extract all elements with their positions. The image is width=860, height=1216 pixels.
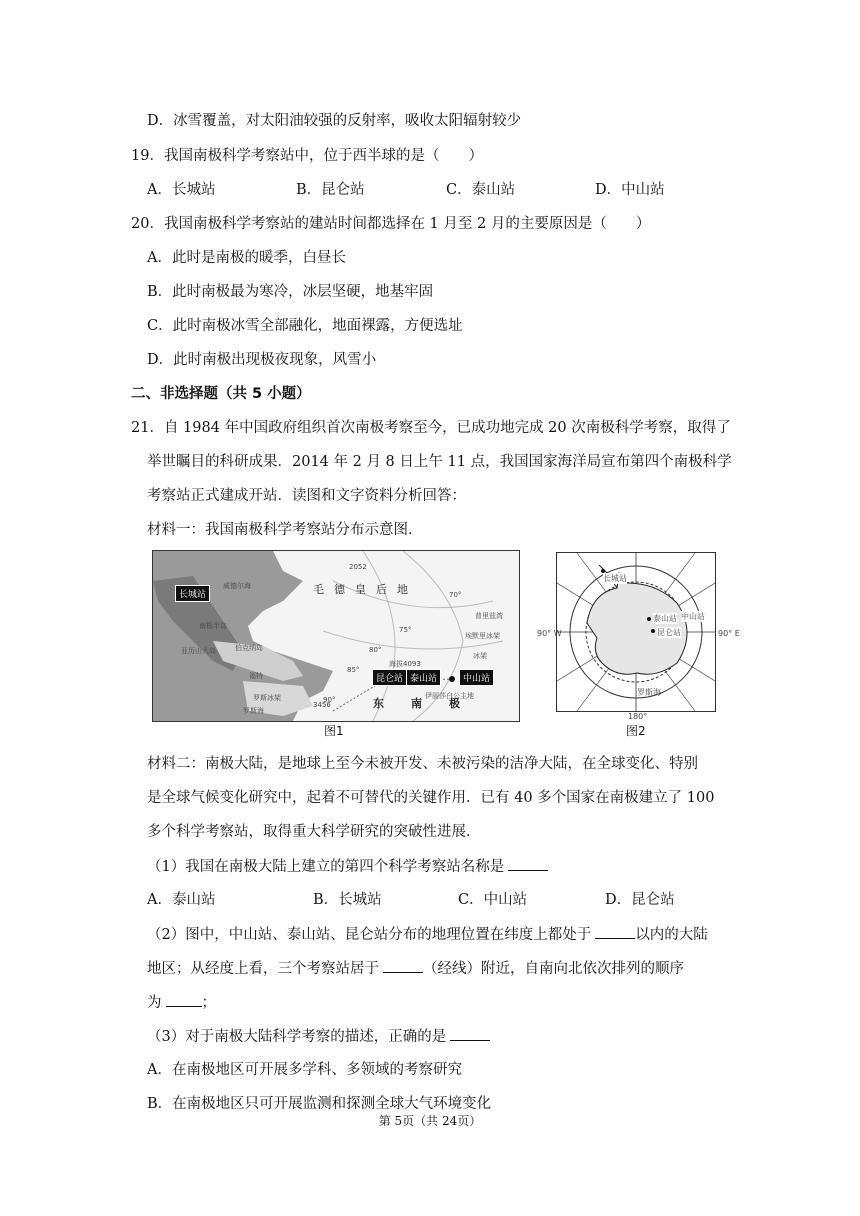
fig1-label-ross-sea: 罗斯海 xyxy=(243,707,264,715)
zhongshan-marker xyxy=(449,676,455,682)
fig1-lat-90: 90° xyxy=(323,696,336,704)
q21-sub2-text-d: （经线）附近，自南向北依次排列的顺序 xyxy=(423,961,684,977)
fig1-label-weddell: 威德尔海 xyxy=(223,582,251,590)
fig1-label-amery: 埃默里冰架 xyxy=(465,632,500,640)
q21-sub1 xyxy=(147,856,548,877)
fig2-label-180: 180° xyxy=(628,712,648,721)
q20-option-a: A．此时是南极的暖季，白昼长 xyxy=(147,250,346,266)
q20-option-d: D．此时南极出现极夜现象，风雪小 xyxy=(147,352,377,368)
question-20: 20．我国南极科学考察站的建站时间都选择在 1 月至 2 月的主要原因是（ ） xyxy=(131,216,651,232)
q21-sub1-option-b: B．长城站 xyxy=(313,892,382,908)
q21-sub2-text-b: 以内的大陆 xyxy=(635,927,708,943)
q21-sub3-option-a: A．在南极地区可开展多学科、多领域的考察研究 xyxy=(147,1062,462,1078)
fig1-label-maudland: 毛德皇后地 xyxy=(313,583,418,596)
fig2-label-90w: 90° W xyxy=(537,629,562,638)
material-2-line1: 材料二：南极大陆，是地球上至今未被开发、未被污染的洁净大陆，在全球变化、特别 xyxy=(147,756,698,772)
fig1-label-dong: 东 xyxy=(373,697,384,710)
fig1-tag-kunlun: 昆仑站 xyxy=(372,669,407,686)
south-polar-projection xyxy=(557,553,715,711)
q21-sub2-blank-3[interactable] xyxy=(166,992,202,1007)
q19-option-d: D．中山站 xyxy=(595,182,665,198)
figure-2-caption: 图2 xyxy=(626,724,646,738)
q21-sub3-blank[interactable] xyxy=(450,1026,490,1041)
fig2-label-90e: 90° E xyxy=(718,629,740,638)
fig2-label-ross: 罗斯海 xyxy=(637,688,661,697)
fig1-label-prydz: 普里兹湾 xyxy=(475,612,503,620)
fig2-tag-kunlun: 昆仑站 xyxy=(657,628,681,637)
question-19: 19．我国南极科学考察站中，位于西半球的是（ ） xyxy=(131,148,483,164)
fig1-label-iceshelf: 冰架 xyxy=(473,652,487,660)
question-21-line1: 21．自 1984 年中国政府组织首次南极考察至今，已成功地完成 20 次南极科学考察，取得了 xyxy=(131,420,731,436)
fig1-lat-80: 80° xyxy=(369,646,382,654)
figure-1-map xyxy=(152,550,520,722)
q21-sub2-blank-2[interactable] xyxy=(383,958,423,973)
section-heading: 二、非选择题（共 5 小题） xyxy=(131,386,311,402)
material-1: 材料一：我国南极科学考察站分布示意图． xyxy=(147,522,423,538)
q20-option-c: C．此时南极冰雪全部融化，地面裸露，方便选址 xyxy=(147,318,463,334)
q21-sub1-option-d: D．昆仑站 xyxy=(605,892,675,908)
fig1-label-ross-ice: 罗斯冰架 xyxy=(253,694,281,702)
q20-option-b: B．此时南极最为寒冷，冰层坚硬，地基牢固 xyxy=(147,284,434,300)
q21-sub2-text-e: 为 xyxy=(147,995,162,1011)
fig1-label-elizabeth: 伊丽莎白公主地 xyxy=(425,692,474,700)
fig1-label-alexander: 亚历山大岛 xyxy=(181,647,216,655)
q21-sub2-text-c: 地区；从经度上看，三个考察站居于 xyxy=(147,961,379,977)
q19-option-b: B．昆仑站 xyxy=(296,182,365,198)
fig1-label-elev-3456: 3456 xyxy=(313,701,331,709)
q21-sub2-blank-1[interactable] xyxy=(595,924,635,939)
fig1-label-ford: 福特 xyxy=(249,672,263,680)
q21-sub3 xyxy=(147,1026,490,1047)
fig1-lat-75: 75° xyxy=(399,626,412,634)
page-footer: 第 5页（共 24页） xyxy=(378,1114,482,1128)
q21-sub3-text: （3）对于南极大陆科学考察的描述，正确的是 xyxy=(147,1029,447,1045)
q21-sub2-line2 xyxy=(147,958,684,979)
fig1-tag-zhongshan: 中山站 xyxy=(459,669,494,686)
q21-sub2-text-a: （2）图中，中山站、泰山站、昆仑站分布的地理位置在纬度上都处于 xyxy=(147,927,592,943)
fig1-lat-85: 85° xyxy=(347,666,360,674)
q21-sub1-option-c: C．中山站 xyxy=(458,892,528,908)
fig1-lat-70: 70° xyxy=(449,591,462,599)
q21-sub3-option-b: B．在南极地区只可开展监测和探测全球大气环境变化 xyxy=(147,1096,492,1112)
fig1-label-ji: 极 xyxy=(449,697,460,710)
q21-sub2-line1 xyxy=(147,924,708,945)
q19-option-c: C．泰山站 xyxy=(446,182,516,198)
fig1-tag-taishan: 泰山站 xyxy=(406,669,441,686)
fig1-label-peninsula: 南极半岛 xyxy=(199,622,227,630)
option-d-q18: D．冰雪覆盖，对太阳油较强的反射率，吸收太阳辐射较少 xyxy=(147,113,522,129)
material-2-line3: 多个科学考察站，取得重大科学研究的突破性进展． xyxy=(147,824,481,840)
q21-sub2-text-f: ； xyxy=(201,995,216,1011)
fig1-tag-changcheng: 长城站 xyxy=(175,585,210,602)
fig2-tag-zhongshan: 中山站 xyxy=(681,612,705,621)
q21-sub1-blank[interactable] xyxy=(508,856,548,871)
fig2-tag-taishan: 泰山站 xyxy=(653,614,677,623)
q21-sub1-text: （1）我国在南极大陆上建立的第四个科学考察站名称是 xyxy=(147,859,505,875)
figure-1-caption: 图1 xyxy=(324,724,344,738)
question-21-line3: 考察站正式建成开站．读图和文字资料分析回答： xyxy=(147,488,466,504)
q19-option-a: A．长城站 xyxy=(147,182,216,198)
fig1-label-elev-4093: 海拔4093 xyxy=(389,660,421,668)
material-2-line2: 是全球气候变化研究中，起着不可替代的关键作用．已有 40 多个国家在南极建立了 100 xyxy=(147,790,715,806)
q21-sub1-option-a: A．泰山站 xyxy=(147,892,216,908)
fig1-label-elev-2052: 2052 xyxy=(349,563,367,571)
q21-sub2-line3 xyxy=(147,992,216,1013)
fig1-label-nan: 南 xyxy=(411,697,422,710)
fig1-label-berkner: 伯克纳岛 xyxy=(235,644,263,652)
figure-2-polar-map xyxy=(556,552,716,712)
question-21-line2: 举世瞩目的科研成果．2014 年 2 月 8 日上午 11 点，我国国家海洋局宣布第四个南极科学 xyxy=(147,454,732,470)
fig2-tag-changcheng: 长城站 xyxy=(603,574,627,583)
